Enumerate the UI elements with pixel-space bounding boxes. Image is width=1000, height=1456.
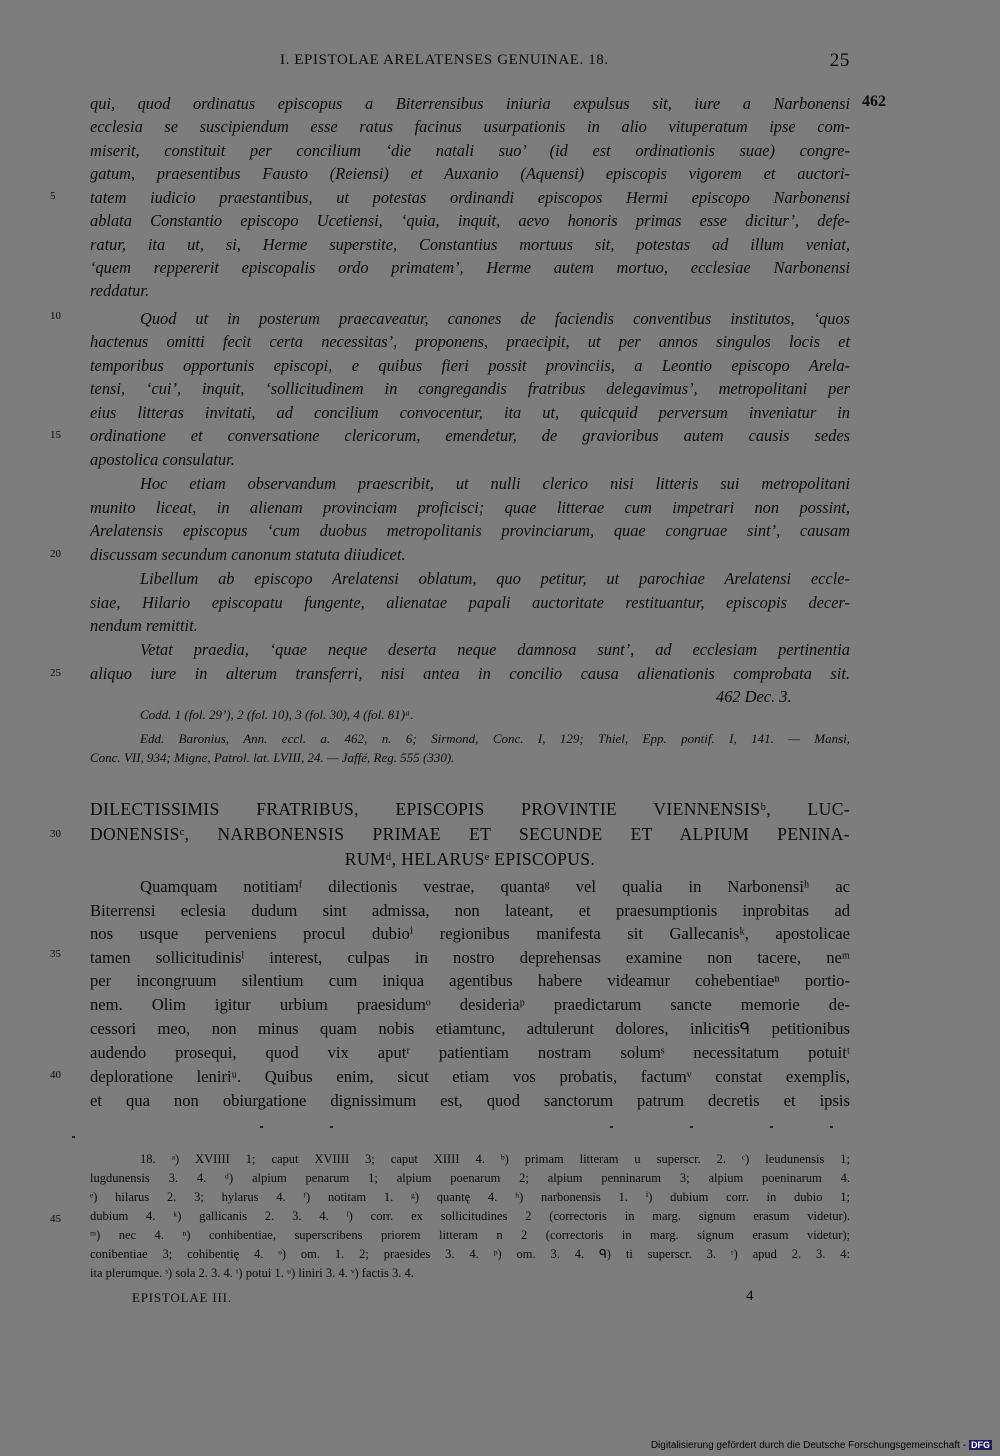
regest-line: ablata Constantio episcopo Ucetiensi, ‘quia, inquit, aevo honoris primas esse dicitur’, defe- bbox=[90, 211, 850, 230]
letter-date: 462 Dec. 3. bbox=[716, 687, 792, 706]
regest-line: ratur, ita ut, si, Herme superstite, Constantius mortuus sit, potestas ad illum veniat, bbox=[90, 235, 850, 254]
footnote-line: ᵉ) hilarus 2. 3; hylarus 4. ᶠ) notitam 1. ᵍ) quantę 4. ʰ) narbonensis 1. ⁱ) dubium corr. in dubio 1; bbox=[90, 1190, 850, 1204]
regest-line: eius litteras invitati, ad concilium convocentur, ita ut, quicquid perversum inveniatur in bbox=[90, 403, 850, 422]
letter-line: nem. Olim igitur urbium praesidumᵒ desideriaᵖ praedictarum sancte memorie de- bbox=[90, 995, 850, 1014]
regest-line: discussam secundum canonum statuta diiudicet. bbox=[90, 545, 406, 564]
address-heading-line: DILECTISSIMIS FRATRIBUS, EPISCOPIS PROVINTIE VIENNENSISᵇ, LUC- bbox=[90, 799, 850, 819]
regest-line: Quod ut in posterum praecaveatur, canones de faciendis conventibus institutos, ‘quos bbox=[140, 309, 850, 328]
regest-line: qui, quod ordinatus episcopus a Biterrensibus iniuria expulsus sit, iure a Narbonensi bbox=[90, 94, 850, 113]
regest-line: reddatur. bbox=[90, 281, 150, 300]
regest-line: Vetat praedia, ‘quae neque deserta neque damnosa sunt’, ad ecclesiam pertinentia bbox=[140, 640, 850, 659]
line-number: 45 bbox=[50, 1213, 61, 1225]
regest-line: ordinatione et conversatione clericorum, emendetur, de gravioribus autem causis sedes bbox=[90, 426, 850, 445]
footnote-line: lugdunensis 3. 4. ᵈ) alpium penarum 1; alpium poenarum 2; alpium penninarum 3; alpium poeninarum 4. bbox=[90, 1171, 850, 1185]
line-number: 10 bbox=[50, 310, 61, 322]
footnote-line: conibentiae 3; cohibentię 4. ᵒ) om. 1. 2; praesides 3. 4. ᵖ) om. 3. 4. ᑫ) ti superscr. 3. ʳ) apud 2. 3. 4: bbox=[90, 1247, 850, 1261]
digitization-notice bbox=[651, 1440, 992, 1451]
regest-line: tensi, ‘cui’, inquit, ‘sollicitudinem in congregandis fratribus delegavimus’, metropolitani per bbox=[90, 379, 850, 398]
letter-line: nos usque perveniens procul dubioⁱ regionibus manifesta sit Gallecanisᵏ, apostolicae bbox=[90, 924, 850, 943]
footnote-line: dubium 4. ᵏ) gallicanis 2. 3. 4. ˡ) corr. ex sollicitudines 2 (correctoris in marg. signum erasum videtur). bbox=[90, 1209, 850, 1223]
letter-line: Quamquam notitiamᶠ dilectionis vestrae, quantaᵍ vel qualia in Narbonensiʰ ac bbox=[140, 877, 850, 896]
regest-line: Hoc etiam observandum praescribit, ut nulli clerico nisi litteris sui metropolitani bbox=[140, 474, 850, 493]
letter-line: tamen sollicitudinisˡ interest, culpas in nostro deprehensas examine non tacere, neᵐ bbox=[90, 948, 850, 967]
footnote-line: ita plerumque. ˢ) sola 2. 3. 4. ᵗ) potui 1. ᵘ) liniri 3. 4. ᵛ) factis 3. 4. bbox=[90, 1266, 414, 1280]
regest-line: temporibus opportunis episcopi, e quibus fieri possit provinciis, a Leontio episcopo Arela- bbox=[90, 356, 850, 375]
editions-line: Edd. Baronius, Ann. eccl. a. 462, n. 6; Sirmond, Conc. I, 129; Thiel, Epp. pontif. I, 141. — Mansi, bbox=[140, 731, 850, 746]
line-number: 15 bbox=[50, 429, 61, 441]
letter-line: audendo prosequi, quod vix aputʳ patientiam nostram solumˢ necessitatum potuitᵗ bbox=[90, 1043, 850, 1062]
signature-mark: EPISTOLAE III. bbox=[132, 1290, 232, 1305]
line-number: 40 bbox=[50, 1069, 61, 1081]
line-number: 35 bbox=[50, 948, 61, 960]
footnote-line: ᵐ) nec 4. ⁿ) conhibentiae, superscribens priorem litteram n 2 (correctoris in marg. signum erasum videtur); bbox=[90, 1228, 850, 1242]
regest-line: tatem iudicio praestantibus, ut potestas ordinandi episcopos Hermi episcopo Narbonensi bbox=[90, 188, 850, 207]
separator-dots bbox=[70, 1126, 850, 1132]
regest-line: apostolica consulatur. bbox=[90, 450, 235, 469]
running-title: I. EPISTOLAE ARELATENSES GENUINAE. 18. bbox=[280, 52, 609, 68]
page-number: 25 bbox=[829, 50, 850, 71]
signature-number: 4 bbox=[746, 1288, 754, 1304]
regest-line: siae, Hilario episcopatu fungente, alienatae papali auctoritate restituantur, episcopis decer- bbox=[90, 593, 850, 612]
address-heading-line: RUMᵈ, HELARUSᵉ EPISCOPUS. bbox=[344, 849, 596, 869]
regest-line: nendum remittit. bbox=[90, 616, 198, 635]
line-number: 5 bbox=[50, 190, 56, 202]
margin-year: 462 bbox=[862, 93, 886, 110]
regest-line: ecclesia se suscipiendum esse ratus facinus usurpationis in alio vituperatum ipse com- bbox=[90, 117, 850, 136]
regest-line: gatum, praesentibus Fausto (Reiensi) et Auxanio (Aquensi) episcopis vigorem et auctori- bbox=[90, 164, 850, 183]
line-number: 20 bbox=[50, 548, 61, 560]
regest-line: munito liceat, in alienam provinciam proficisci; quae litterae cum impetrari non possint, bbox=[90, 498, 850, 517]
digitization-text: Digitalisierung gefördert durch die Deutsche Forschungsgemeinschaft - bbox=[650, 1440, 966, 1451]
letter-line: Biterrensi eclesia dudum sint admissa, non lateant, et praesumptionis inprobitas ad bbox=[90, 901, 850, 920]
regest-line: miserit, constituit per concilium ‘die natali suo’ (id est ordinationis suae) congre- bbox=[90, 141, 850, 160]
regest-line: ‘quem reppererit episcopalis ordo primatem’, Herme autem mortuo, ecclesiae Narbonensi bbox=[90, 258, 850, 277]
regest-line: hactenus omitti fecit certa necessitas’, proponens, praecipit, ut per annos singulos locis et bbox=[90, 332, 850, 351]
line-number: 25 bbox=[50, 667, 61, 679]
running-header bbox=[90, 50, 850, 74]
line-number: 30 bbox=[50, 828, 61, 840]
dfg-logo: DFG bbox=[971, 1440, 990, 1450]
regest-line: aliquo iure in alterum transferri, nisi antea in concilio causa alienationis comprobata sit. bbox=[90, 664, 850, 683]
letter-line: per incongruum silentium cum iniqua agentibus habere videamur cohebentiaeⁿ portio- bbox=[90, 971, 850, 990]
regest-line: Libellum ab episcopo Arelatensi oblatum, quo petitur, ut parochiae Arelatensi eccle- bbox=[140, 569, 850, 588]
letter-line: deploratione leniriᵘ. Quibus enim, sicut etiam vos probatis, factumᵛ constat exemplis, bbox=[90, 1067, 850, 1086]
editions-line: Conc. VII, 934; Migne, Patrol. lat. LVIII, 24. — Jaffé, Reg. 555 (330). bbox=[90, 750, 455, 765]
regest-line: Arelatensis episcopus ‘cum duobus metropolitanis provinciarum, quae congruae sint’, causam bbox=[90, 521, 850, 540]
letter-line: et qua non obiurgatione dignissimum est, quod sanctorum patrum decretis et ipsis bbox=[90, 1091, 850, 1110]
footnote-line: 18. ᵃ) XVIIII 1; caput XVIIII 3; caput XIIII 4. ᵇ) primam litteram u superscr. 2. ᶜ) leudunensis 1; bbox=[140, 1152, 850, 1166]
letter-line: cessori meo, non minus quam nobis etiamtunc, adtulerunt dolores, inlicitisᑫ petitionibus bbox=[90, 1019, 850, 1038]
address-heading-line: DONENSISᶜ, NARBONENSIS PRIMAE ET SECUNDE ET ALPIUM PENINA- bbox=[90, 824, 850, 844]
codices-line: Codd. 1 (fol. 29’), 2 (fol. 10), 3 (fol. 30), 4 (fol. 81)ᵃ. bbox=[140, 707, 414, 722]
